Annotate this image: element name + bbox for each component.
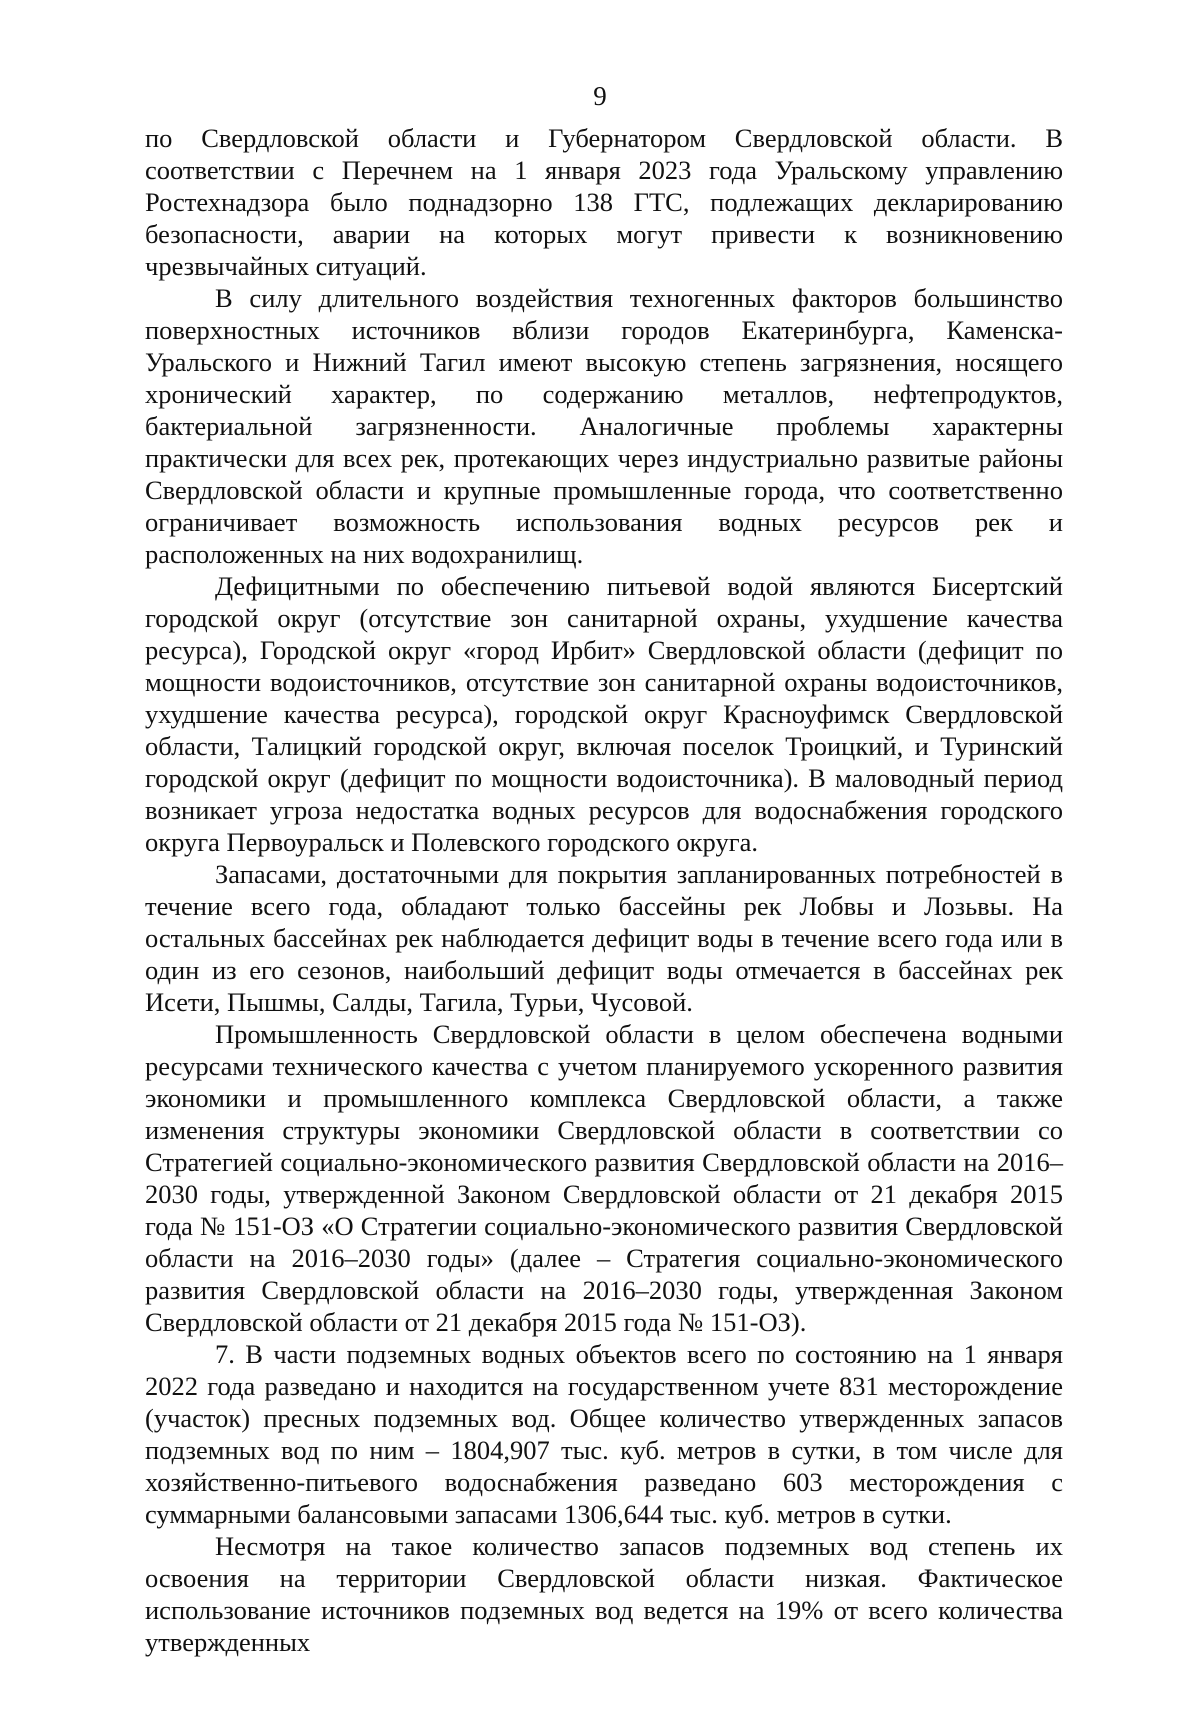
paragraph-groundwater-usage: Несмотря на такое количество запасов подземных вод степень их освоения на территории Свердловской области низкая. Фактическое использование источников подземных вод ведется на 19% от всего количества утвержденных <box>145 1531 1063 1657</box>
paragraph-pollution: В силу длительного воздействия техногенных факторов большинство поверхностных источников вблизи городов Екатеринбурга, Каменска-Уральского и Нижний Тагил имеют высокую степень загрязнения, носящего хронический характер, по содержанию металлов, нефтепродуктов, бактериальной загрязненности. Аналогичные проблемы характерны практически для всех рек, протекающих через индустриально развитые районы Свердловской области и крупные промышленные города, что соответственно ограничивает возможность использования водных ресурсов рек и расположенных на них водохранилищ. <box>145 283 1063 569</box>
page-number: 9 <box>593 81 607 111</box>
document-body <box>145 122 1063 1658</box>
paragraph-river-basin-reserves: Запасами, достаточными для покрытия запланированных потребностей в течение всего года, обладают только бассейны рек Лобвы и Лозьвы. На остальных бассейнах рек наблюдается дефицит воды в течение всего года или в один из его сезонов, наибольший дефицит воды отмечается в бассейнах рек Исети, Пышмы, Салды, Тагила, Турьи, Чусовой. <box>145 859 1063 1017</box>
paragraph-continuation: по Свердловской области и Губернатором Свердловской области. В соответствии с Перечнем на 1 января 2023 года Уральскому управлению Ростехнадзора было поднадзорно 138 ГТС, подлежащих декларированию безопасности, аварии на которых могут привести к возникновению чрезвычайных ситуаций. <box>145 123 1063 281</box>
paragraph-groundwater-deposits: 7. В части подземных водных объектов всего по состоянию на 1 января 2022 года разведано и находится на государственном учете 831 месторождение (участок) пресных подземных вод. Общее количество утвержденных запасов подземных вод по ним – 1804,907 тыс. куб. метров в сутки, в том числе для хозяйственно-питьевого водоснабжения разведано 603 месторождения с суммарными балансовыми запасами 1306,644 тыс. куб. метров в сутки. <box>145 1339 1063 1529</box>
paragraph-drinking-water-deficit: Дефицитными по обеспечению питьевой водой являются Бисертский городской округ (отсутствие зон санитарной охраны, ухудшение качества ресурса), Городской округ «город Ирбит» Свердловской области (дефицит по мощности водоисточников, отсутствие зон санитарной охраны водоисточников, ухудшение качества ресурса), городской округ Красноуфимск Свердловской области, Талицкий городской округ, включая поселок Троицкий, и Туринский городской округ (дефицит по мощности водоисточника). В маловодный период возникает угроза недостатка водных ресурсов для водоснабжения городского округа Первоуральск и Полевского городского округа. <box>145 571 1063 857</box>
paragraph-industry-water: Промышленность Свердловской области в целом обеспечена водными ресурсами технического качества с учетом планируемого ускоренного развития экономики и промышленного комплекса Свердловской области, а также изменения структуры экономики Свердловской области в соответствии со Стратегией социально-экономического развития Свердловской области на 2016–2030 годы, утвержденной Законом Свердловской области от 21 декабря 2015 года № 151-ОЗ «О Стратегии социально-экономического развития Свердловской области на 2016–2030 годы» (далее – Стратегия социально-экономического развития Свердловской области на 2016–2030 годы, утвержденная Законом Свердловской области от 21 декабря 2015 года № 151-ОЗ). <box>145 1019 1063 1337</box>
